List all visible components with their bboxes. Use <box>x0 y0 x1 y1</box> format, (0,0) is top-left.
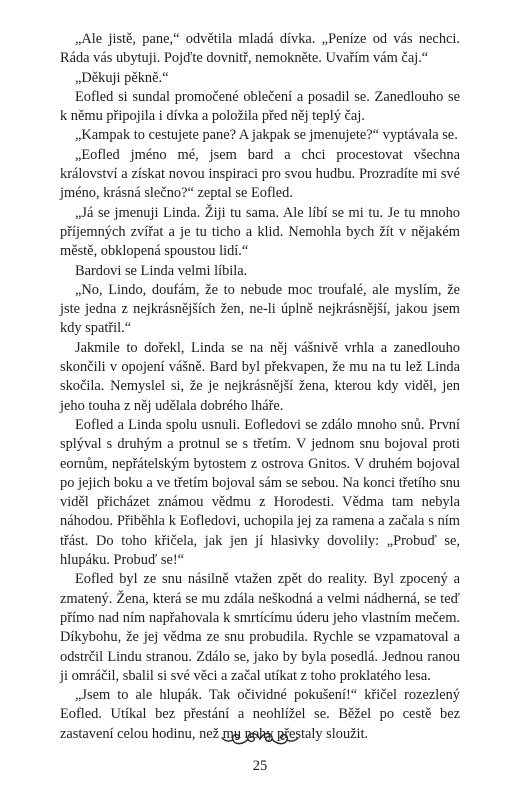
paragraph: „Děkuji pěkně.“ <box>75 69 169 86</box>
paragraph: Eofled si sundal promočené oblečení a posadil se. Zanedlouho se k němu připojila i dívka a položila před něj teplý čaj. <box>60 88 460 125</box>
paragraph: Jakmile to dořekl, Linda se na něj vášnivě vrhla a zanedlouho skončili v opojení vášně. Bard byl překvapen, že mu na tu lež Linda skočila. Nemyslel si, že je nejkrásnější žena, kterou kdy viděl, jen jeho touha z něj udělala dobrého lháře. <box>60 339 460 414</box>
paragraph: Bardovi se Linda velmi líbila. <box>75 262 248 279</box>
flourish-ornament-icon <box>0 728 520 752</box>
body-text <box>60 30 460 744</box>
paragraph: Eofled byl ze snu násilně vtažen zpět do reality. Byl zpocený a zmatený. Žena, která se mu zdála neškodná a velmi nádherná, se teď přímo nad ním napřahovala k smrtícímu úderu jeho vlastním mečem. Díkybohu, že jej vědma ze snu probudila. Rychle se vzpamatoval a odstrčil Lindu stranou. Zdálo se, jako by byla posedlá. Jednou ranou ji omráčil, sbalil si své věci a začal utíkat z toho proklatého lesa. <box>60 571 460 684</box>
paragraph: Eofled a Linda spolu usnuli. Eofledovi se zdálo mnoho snů. První splýval s druhým a protnul se s třetím. V jednom snu bojoval proti eornům, nepřátelským bytostem z ostrova Gnitos. V druhém bojoval po jejich boku a ve třetím bojoval sám se sebou. Na konci třetího snu viděl přicházet známou vědmu z Horodesti. Vědma tam nebyla náhodou. Přiběhla k Eofledovi, uchopila jej za ramena a začala s ním třást. Do toho křičela, jak jen jí hlasivky dovolily: „Probuď se, hlupáku. Probuď se!“ <box>60 416 460 569</box>
paragraph: „Ale jistě, pane,“ odvětila mladá dívka. „Peníze od vás nechci. Ráda vás ubytuji. Pojďte dovnitř, nemokněte. Uvařím vám čaj.“ <box>60 31 460 67</box>
paragraph: „Kampak to cestujete pane? A jakpak se jmenujete?“ vyptávala se. <box>75 127 458 144</box>
paragraph: „Jsem to ale hlupák. Tak očividné pokušení!“ křičel rozezlený Eofled. Utíkal bez přestání a neohlížel se. Běžel po cestě bez zastavení celou hodinu, než mu nohy přestaly sloužit. <box>60 687 460 742</box>
paragraph: „Já se jmenuji Linda. Žiji tu sama. Ale líbí se mi tu. Je tu mnoho příjemných zvířat a je tu ticho a klid. Nemohla bych žít v nějakém městě, obklopená spoustou lidí.“ <box>60 204 460 260</box>
paragraph: „Eofled jméno mé, jsem bard a chci procestovat všechna království a získat novou inspiraci pro svou hudbu. Prozradíte mi své jméno, krásná slečno?“ zeptal se Eofled. <box>60 146 460 202</box>
page-number: 25 <box>252 758 268 774</box>
paragraph: „No, Lindo, doufám, že to nebude moc troufalé, ale myslím, že jste jedna z nejkrásnějších žen, ne-li úplně nejkrásnější, jakou jsem kdy spatřil.“ <box>60 281 460 337</box>
